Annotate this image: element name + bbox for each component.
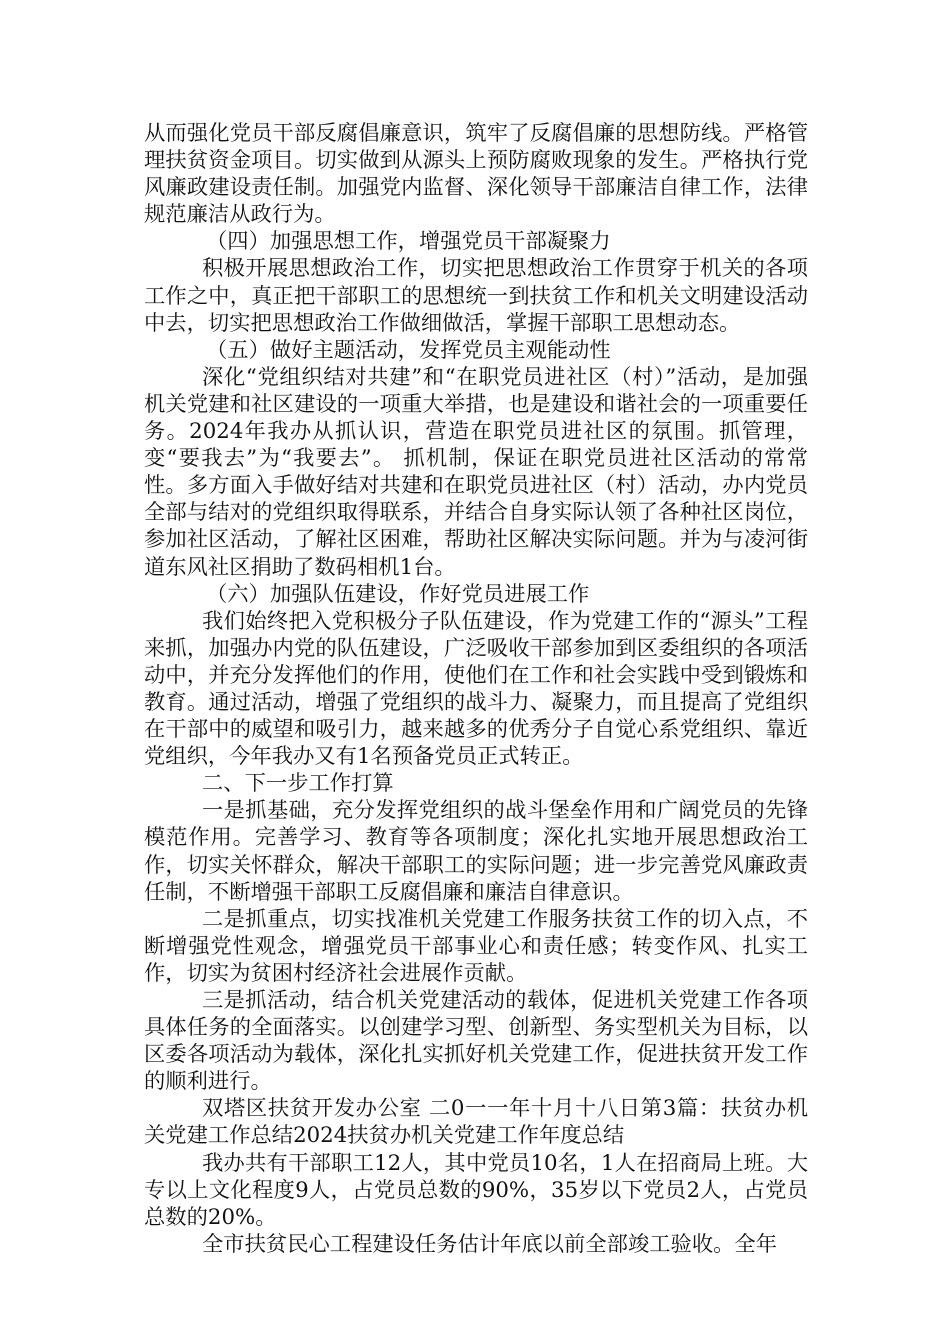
- paragraph: 深化“党组织结对共建”和“在职党员进社区（村）”活动，是加强机关党建和社区建设的一项重大举措，也是建设和谐社会的一项重要任务。2024年我办从抓认识，营造在职党员进社区的氛围。抓管理，变“要我去”为“我要去”。 抓机制，保证在职党员进社区活动的常常性。多方面入手做好结对共建和在职党员进社区（村）活动，办内党员全部与结对的党组织取得联系，并结合自身实际认领了各种社区岗位，参加社区活动，了解社区困难，帮助社区解决实际问题。并为与凌河街道东风社区捐助了数码相机1台。: [144, 364, 808, 580]
- paragraph: 全市扶贫民心工程建设任务估计年底以前全部竣工验收。全年: [202, 1231, 778, 1257]
- paragraph: 我们始终把入党积极分子队伍建设，作为党建工作的“源头”工程来抓，加强办内党的队伍建设，广泛吸收干部参加到区委组织的各项活动中，并充分发挥他们的作用，使他们在工作和社会实践中受到锻炼和教育。通过活动，增强了党组织的战斗力、凝聚力，而且提高了党组织在干部中的威望和吸引力，越来越多的优秀分子自觉心系党组织、靠近党组织，今年我办又有1名预备党员正式转正。: [144, 608, 808, 770]
- paragraph: 二是抓重点，切实找准机关党建工作服务扶贫工作的切入点，不断增强党性观念，增强党员干部事业心和责任感；转变作风、扎实工作，切实为贫困村经济社会进展作贡献。: [144, 906, 808, 986]
- section-heading: （四）加强思想工作，增强党员干部凝聚力: [206, 229, 611, 255]
- section-heading: （五）做好主题活动，发挥党员主观能动性: [206, 337, 611, 363]
- paragraph: 积极开展思想政治工作，切实把思想政治工作贯穿于机关的各项工作之中，真正把干部职工的思想统一到扶贫工作和机关文明建设活动中去，切实把思想政治工作做细做活，掌握干部职工思想动态。: [144, 256, 808, 336]
- section-heading: 二、下一步工作打算: [202, 771, 394, 797]
- paragraph: 一是抓基础，充分发挥党组织的战斗堡垒作用和广阔党员的先锋模范作用。完善学习、教育等各项制度；深化扎实地开展思想政治工作，切实关怀群众，解决干部职工的实际问题；进一步完善党风廉政责任制，不断增强干部职工反腐倡廉和廉洁自律意识。: [144, 798, 808, 905]
- paragraph: 我办共有干部职工12人，其中党员10名，1人在招商局上班。大专以上文化程度9人，占党员总数的90%，35岁以下党员2人，占党员总数的20%。: [144, 1150, 808, 1230]
- signature-and-title: 双塔区扶贫开发办公室 二0一一年十月十八日第3篇：扶贫办机关党建工作总结2024扶贫办机关党建工作年度总结: [144, 1096, 808, 1149]
- document-body: [144, 120, 808, 1258]
- paragraph: 三是抓活动，结合机关党建活动的载体，促进机关党建工作各项具体任务的全面落实。以创建学习型、创新型、务实型机关为目标，以区委各项活动为载体，深化扎实抓好机关党建工作，促进扶贫开发工作的顺利进行。: [144, 988, 808, 1095]
- paragraph: 从而强化党员干部反腐倡廉意识，筑牢了反腐倡廉的思想防线。严格管理扶贫资金项目。切实做到从源头上预防腐败现象的发生。严格执行党风廉政建设责任制。加强党内监督、深化领导干部廉洁自律工作，法律规范廉洁从政行为。: [144, 121, 808, 228]
- section-heading: （六）加强队伍建设，作好党员进展工作: [206, 581, 590, 607]
